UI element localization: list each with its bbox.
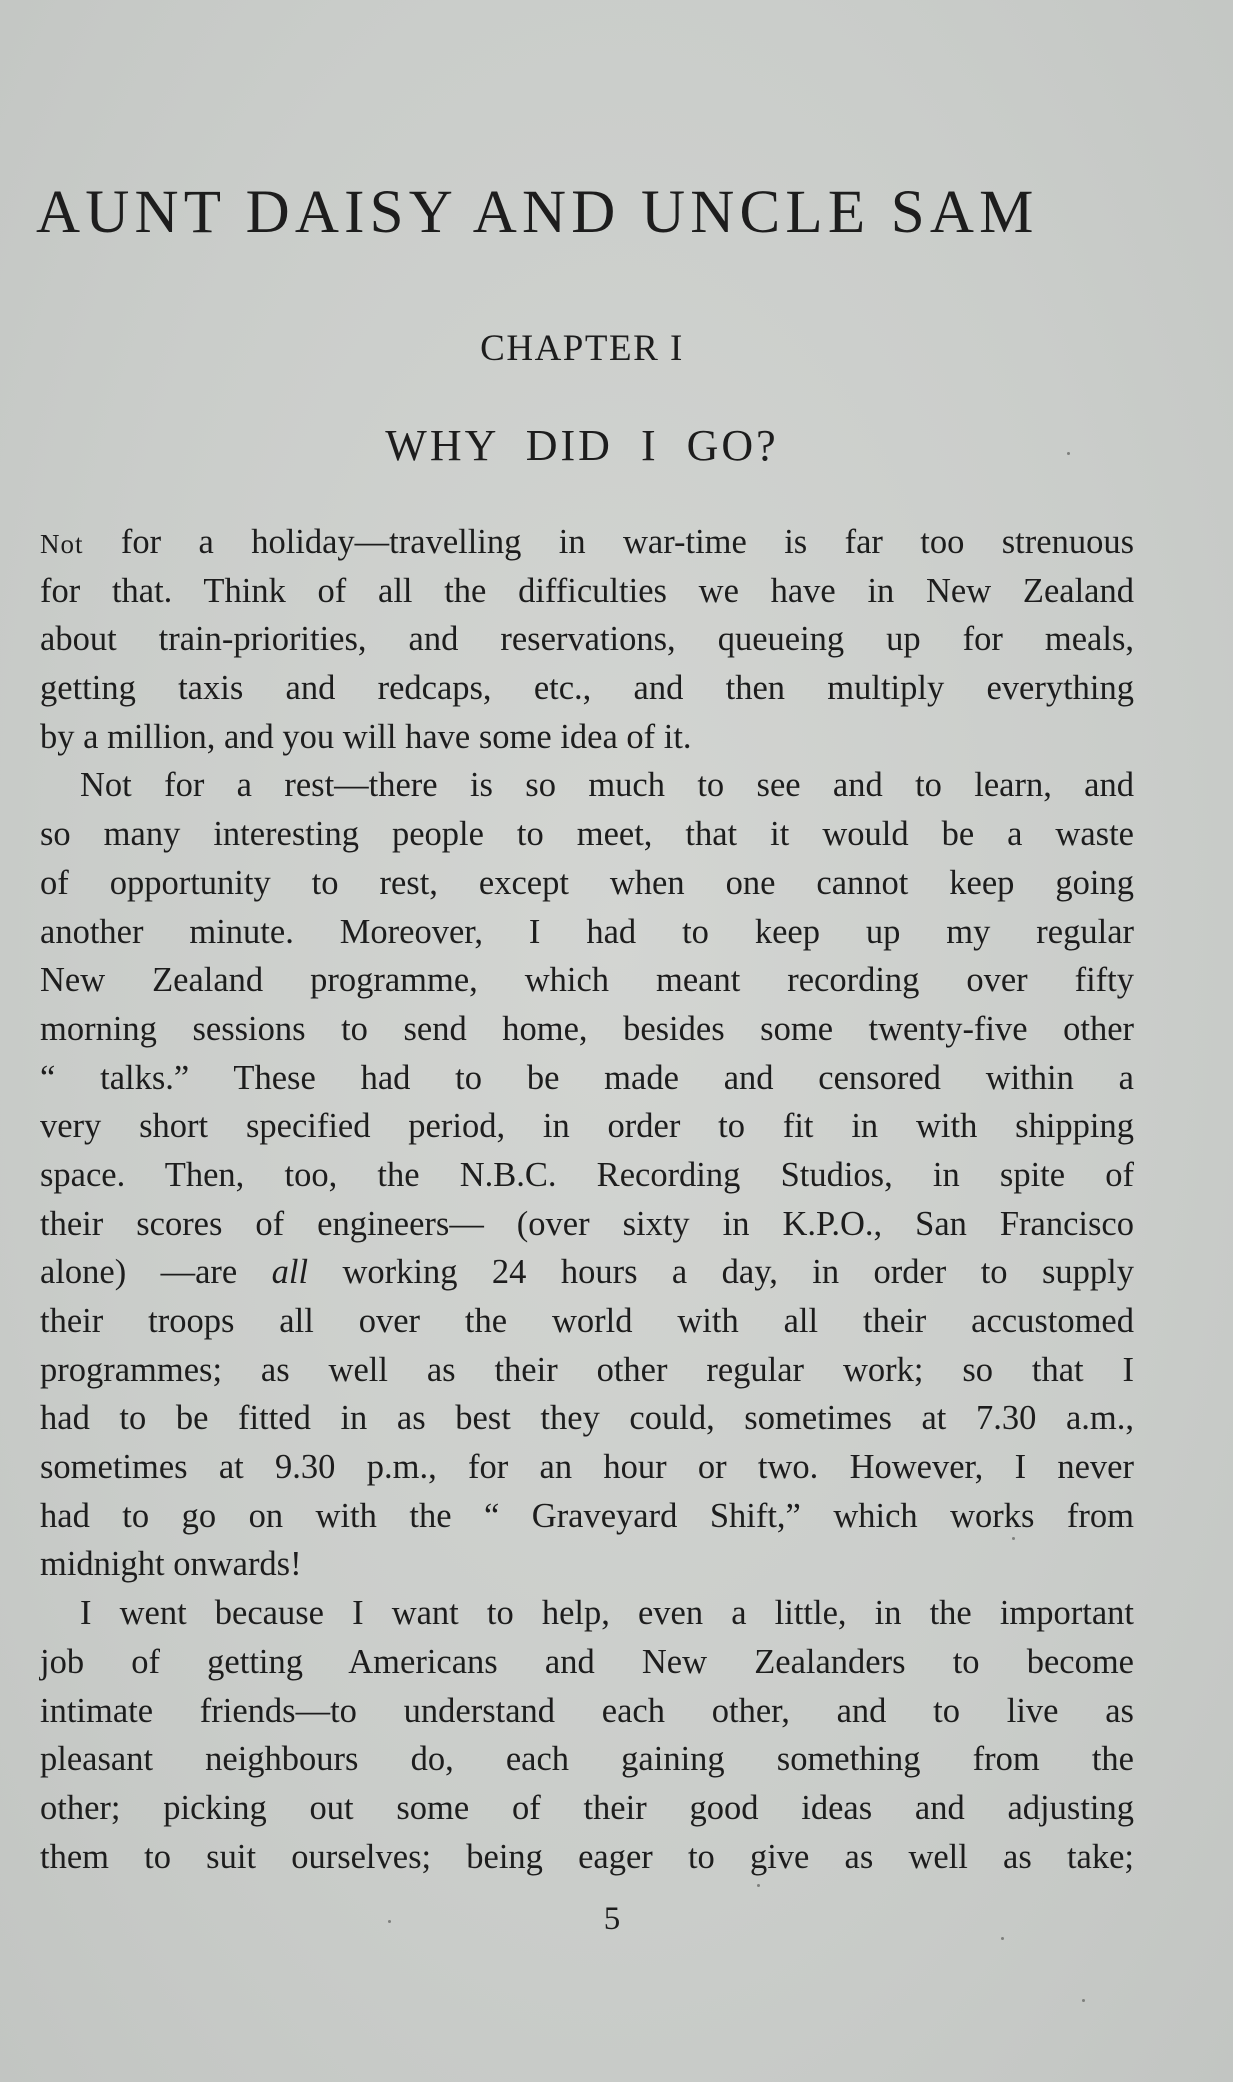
drop-word: Not	[40, 529, 84, 559]
text-line: Not for a rest—there is so much to see and to learn, and	[80, 766, 1134, 805]
text-line: pleasant neighbours do, each gaining something from the	[40, 1740, 1134, 1779]
paper-speck	[1012, 1537, 1015, 1540]
text-line: of opportunity to rest, except when one cannot keep going	[40, 863, 1134, 902]
text-line: by a million, and you will have some idea of it.	[40, 717, 692, 756]
text-line: Not for a holiday—travelling in war-time is far too strenuous	[40, 523, 1134, 561]
text-line: “ talks.” These had to be made and censored within a	[40, 1058, 1134, 1097]
text-line: had to be fitted in as best they could, sometimes at 7.30 a.m.,	[40, 1399, 1134, 1438]
chapter-number: CHAPTER I	[480, 328, 684, 369]
paper-speck	[1001, 1937, 1004, 1940]
text-line: intimate friends—to understand each other, and to live as	[40, 1691, 1134, 1730]
paper-speck	[757, 1884, 760, 1887]
text-line: very short specified period, in order to fit in with shipping	[40, 1107, 1134, 1146]
text-line: getting taxis and redcaps, etc., and then multiply everything	[40, 669, 1134, 708]
text-line: other; picking out some of their good ideas and adjusting	[40, 1788, 1134, 1827]
text-line: programmes; as well as their other regular work; so that I	[40, 1350, 1134, 1389]
text-line: morning sessions to send home, besides some twenty-five other	[40, 1009, 1134, 1048]
text-line: about train-priorities, and reservations, queueing up for meals,	[40, 620, 1134, 659]
text-line: another minute. Moreover, I had to keep up my regular	[40, 912, 1134, 951]
text-line: for that. Think of all the difficulties we have in New Zealand	[40, 571, 1134, 610]
paper-speck	[388, 1920, 391, 1923]
text-line: their troops all over the world with all their accustomed	[40, 1302, 1134, 1340]
text-line-emphasis: alone) —are all working 24 hours a day, in order to supply	[40, 1253, 1134, 1292]
paper-speck	[1082, 1999, 1085, 2002]
paragraph-3	[40, 1589, 1134, 1881]
page-number: 5	[603, 1901, 621, 1937]
book-title: AUNT DAISY AND UNCLE SAM	[36, 179, 1039, 246]
text-line: space. Then, too, the N.B.C. Recording Studios, in spite of	[40, 1155, 1134, 1194]
text-line: midnight onwards!	[40, 1545, 302, 1584]
body-text	[40, 518, 1134, 1881]
text-line: had to go on with the “ Graveyard Shift,” which works from	[40, 1496, 1134, 1535]
paper-speck	[1067, 452, 1070, 455]
text-line: job of getting Americans and New Zealanders to become	[40, 1642, 1134, 1681]
emphasis-word: all	[271, 1253, 309, 1292]
paragraph-2	[40, 761, 1134, 1589]
text-line: New Zealand programme, which meant recording over fifty	[40, 961, 1134, 1000]
text-line: them to suit ourselves; being eager to give as well as take;	[40, 1837, 1134, 1876]
paragraph-1	[40, 518, 1134, 761]
text-line: their scores of engineers— (over sixty in K.P.O., San Francisco	[40, 1204, 1134, 1243]
text-line: I went because I want to help, even a little, in the important	[80, 1594, 1134, 1633]
chapter-title: WHY DID I GO?	[385, 421, 779, 470]
text-line: sometimes at 9.30 p.m., for an hour or two. However, I never	[40, 1448, 1134, 1487]
text-line: so many interesting people to meet, that it would be a waste	[40, 815, 1134, 854]
